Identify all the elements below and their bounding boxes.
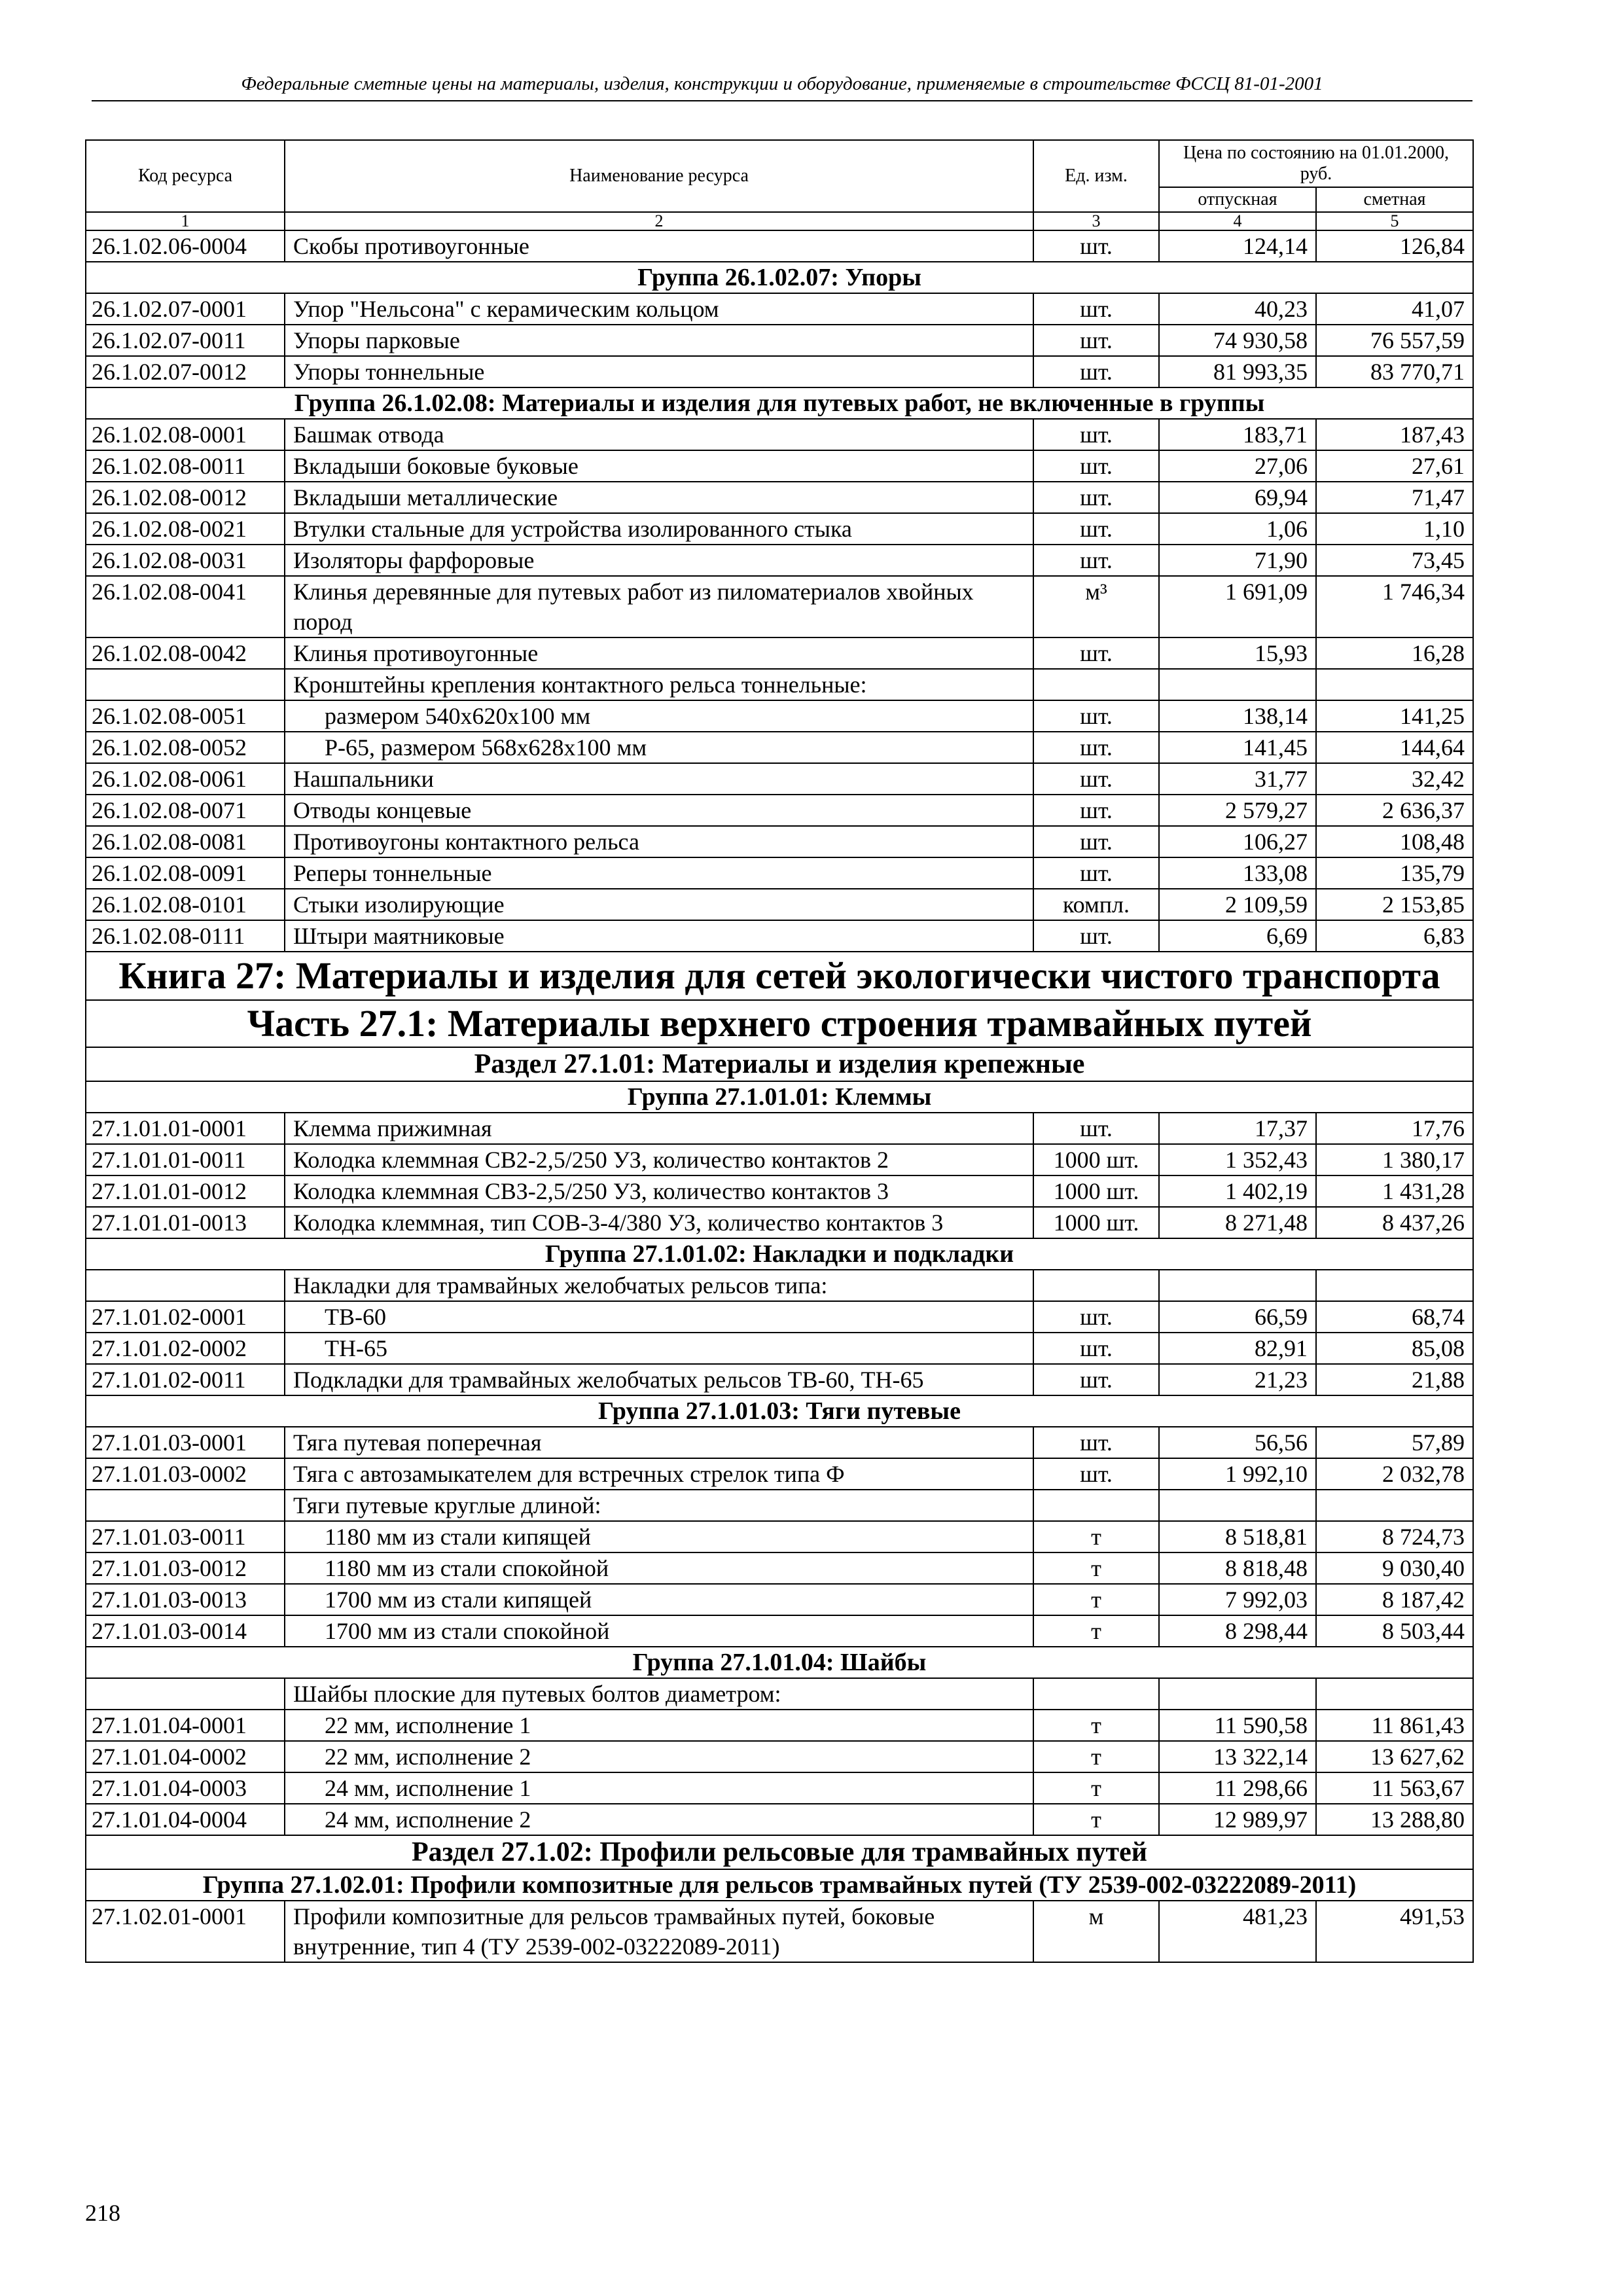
resource-code: 26.1.02.08-0091 bbox=[86, 857, 285, 889]
unit-of-measure: шт. bbox=[1033, 482, 1159, 513]
unit-of-measure: шт. bbox=[1033, 545, 1159, 576]
subheading-row bbox=[86, 1678, 1473, 1710]
estimate-price: 135,79 bbox=[1316, 857, 1473, 889]
resource-name: Р-65, размером 568x628x100 мм bbox=[285, 732, 1033, 763]
unit-of-measure: шт. bbox=[1033, 1113, 1159, 1144]
resource-name: Колодка клеммная СВЗ-2,5/250 УЗ, количество контактов 3 bbox=[285, 1175, 1033, 1207]
table-row bbox=[86, 1710, 1473, 1741]
header-estimate-price: сметная bbox=[1316, 187, 1473, 212]
resource-code: 26.1.02.06-0004 bbox=[86, 230, 285, 262]
release-price: 74 930,58 bbox=[1159, 325, 1316, 356]
unit-of-measure: т bbox=[1033, 1741, 1159, 1772]
estimate-price: 83 770,71 bbox=[1316, 356, 1473, 387]
resource-name: Тяга с автозамыкателем для встречных стрелок типа Ф bbox=[285, 1458, 1033, 1490]
table-row bbox=[86, 1804, 1473, 1835]
group-title: Группа 27.1.01.04: Шайбы bbox=[86, 1647, 1473, 1678]
resource-name: 22 мм, исполнение 1 bbox=[285, 1710, 1033, 1741]
resource-code: 27.1.01.03-0012 bbox=[86, 1552, 285, 1584]
unit-of-measure: шт. bbox=[1033, 419, 1159, 450]
price-empty bbox=[1316, 1270, 1473, 1301]
release-price: 11 298,66 bbox=[1159, 1772, 1316, 1804]
page-number: 218 bbox=[85, 2200, 120, 2226]
resource-name: 22 мм, исполнение 2 bbox=[285, 1741, 1033, 1772]
resource-code: 27.1.01.01-0012 bbox=[86, 1175, 285, 1207]
unit-of-measure: 1000 шт. bbox=[1033, 1175, 1159, 1207]
table-row bbox=[86, 1175, 1473, 1207]
header-unit: Ед. изм. bbox=[1033, 140, 1159, 212]
column-number: 4 bbox=[1159, 212, 1316, 230]
estimate-price: 8 724,73 bbox=[1316, 1521, 1473, 1552]
resource-code: 26.1.02.08-0041 bbox=[86, 576, 285, 637]
unit-of-measure: т bbox=[1033, 1804, 1159, 1835]
table-row bbox=[86, 1521, 1473, 1552]
price-empty bbox=[1159, 669, 1316, 700]
resource-code: 27.1.01.01-0001 bbox=[86, 1113, 285, 1144]
resource-code: 27.1.01.03-0013 bbox=[86, 1584, 285, 1615]
resource-code: 27.1.01.03-0014 bbox=[86, 1615, 285, 1647]
estimate-price: 73,45 bbox=[1316, 545, 1473, 576]
part-title: Часть 27.1: Материалы верхнего строения трамвайных путей bbox=[86, 1000, 1473, 1047]
estimate-price: 8 187,42 bbox=[1316, 1584, 1473, 1615]
release-price: 1,06 bbox=[1159, 513, 1316, 545]
release-price: 15,93 bbox=[1159, 637, 1316, 669]
resource-code: 27.1.01.03-0001 bbox=[86, 1427, 285, 1458]
unit-of-measure: шт. bbox=[1033, 637, 1159, 669]
table-row bbox=[86, 1364, 1473, 1395]
resource-name: Клинья деревянные для путевых работ из пиломатериалов хвойных пород bbox=[285, 576, 1033, 637]
table-row bbox=[86, 763, 1473, 795]
unit-of-measure: шт. bbox=[1033, 763, 1159, 795]
subheading-text: Шайбы плоские для путевых болтов диаметром: bbox=[285, 1678, 1033, 1710]
group-title: Группа 26.1.02.08: Материалы и изделия для путевых работ, не включенные в группы bbox=[86, 387, 1473, 419]
column-number: 5 bbox=[1316, 212, 1473, 230]
resource-name: Колодка клеммная, тип СОВ-3-4/380 УЗ, количество контактов 3 bbox=[285, 1207, 1033, 1238]
estimate-price: 16,28 bbox=[1316, 637, 1473, 669]
unit-empty bbox=[1033, 1678, 1159, 1710]
resource-code: 27.1.01.02-0011 bbox=[86, 1364, 285, 1395]
running-header: Федеральные сметные цены на материалы, изделия, конструкции и оборудование, применяемые в строительстве ФССЦ 81-01-2001 bbox=[92, 73, 1472, 101]
release-price: 2 579,27 bbox=[1159, 795, 1316, 826]
release-price: 31,77 bbox=[1159, 763, 1316, 795]
book-heading-row bbox=[86, 952, 1473, 1000]
price-empty bbox=[1159, 1490, 1316, 1521]
subheading-row bbox=[86, 1270, 1473, 1301]
group-title: Группа 27.1.01.02: Накладки и подкладки bbox=[86, 1238, 1473, 1270]
unit-of-measure: м³ bbox=[1033, 576, 1159, 637]
price-empty bbox=[1316, 1678, 1473, 1710]
unit-of-measure: 1000 шт. bbox=[1033, 1207, 1159, 1238]
column-number: 1 bbox=[86, 212, 285, 230]
resource-name: Упоры парковые bbox=[285, 325, 1033, 356]
resource-code: 26.1.02.08-0101 bbox=[86, 889, 285, 920]
unit-of-measure: шт. bbox=[1033, 513, 1159, 545]
table-row bbox=[86, 1901, 1473, 1962]
part-heading-row bbox=[86, 1000, 1473, 1047]
table-body bbox=[86, 230, 1473, 1962]
unit-of-measure: шт. bbox=[1033, 450, 1159, 482]
release-price: 124,14 bbox=[1159, 230, 1316, 262]
table-row bbox=[86, 700, 1473, 732]
unit-of-measure: шт. bbox=[1033, 920, 1159, 952]
table-row bbox=[86, 637, 1473, 669]
resource-code: 26.1.02.08-0081 bbox=[86, 826, 285, 857]
release-price: 82,91 bbox=[1159, 1333, 1316, 1364]
unit-of-measure: шт. bbox=[1033, 1333, 1159, 1364]
resource-name: ТН-65 bbox=[285, 1333, 1033, 1364]
column-number: 3 bbox=[1033, 212, 1159, 230]
resource-name: 1180 мм из стали спокойной bbox=[285, 1552, 1033, 1584]
resource-code: 27.1.01.04-0001 bbox=[86, 1710, 285, 1741]
price-empty bbox=[1316, 669, 1473, 700]
resource-code: 26.1.02.08-0011 bbox=[86, 450, 285, 482]
resource-name: Штыри маятниковые bbox=[285, 920, 1033, 952]
table-row bbox=[86, 1552, 1473, 1584]
release-price: 40,23 bbox=[1159, 293, 1316, 325]
release-price: 1 691,09 bbox=[1159, 576, 1316, 637]
estimate-price: 144,64 bbox=[1316, 732, 1473, 763]
table-row bbox=[86, 513, 1473, 545]
resource-name: Отводы концевые bbox=[285, 795, 1033, 826]
table-row bbox=[86, 1615, 1473, 1647]
table-row bbox=[86, 889, 1473, 920]
group-heading-row bbox=[86, 1395, 1473, 1427]
resource-name: размером 540x620x100 мм bbox=[285, 700, 1033, 732]
estimate-price: 2 153,85 bbox=[1316, 889, 1473, 920]
release-price: 69,94 bbox=[1159, 482, 1316, 513]
group-heading-row bbox=[86, 387, 1473, 419]
resource-name: Упоры тоннельные bbox=[285, 356, 1033, 387]
release-price: 66,59 bbox=[1159, 1301, 1316, 1333]
release-price: 1 992,10 bbox=[1159, 1458, 1316, 1490]
resource-code: 26.1.02.08-0042 bbox=[86, 637, 285, 669]
unit-of-measure: компл. bbox=[1033, 889, 1159, 920]
unit-empty bbox=[1033, 1490, 1159, 1521]
table-header-row bbox=[86, 140, 1473, 187]
release-price: 12 989,97 bbox=[1159, 1804, 1316, 1835]
resource-code: 27.1.01.01-0011 bbox=[86, 1144, 285, 1175]
estimate-price: 8 503,44 bbox=[1316, 1615, 1473, 1647]
estimate-price: 13 627,62 bbox=[1316, 1741, 1473, 1772]
estimate-price: 141,25 bbox=[1316, 700, 1473, 732]
release-price: 133,08 bbox=[1159, 857, 1316, 889]
release-price: 1 352,43 bbox=[1159, 1144, 1316, 1175]
release-price: 7 992,03 bbox=[1159, 1584, 1316, 1615]
unit-of-measure: т bbox=[1033, 1552, 1159, 1584]
resource-code: 27.1.01.01-0013 bbox=[86, 1207, 285, 1238]
resource-code: 26.1.02.08-0061 bbox=[86, 763, 285, 795]
release-price: 81 993,35 bbox=[1159, 356, 1316, 387]
unit-of-measure: шт. bbox=[1033, 1458, 1159, 1490]
release-price: 106,27 bbox=[1159, 826, 1316, 857]
group-heading-row bbox=[86, 1238, 1473, 1270]
resource-code: 27.1.01.03-0011 bbox=[86, 1521, 285, 1552]
header-release-price: отпускная bbox=[1159, 187, 1316, 212]
table-row bbox=[86, 1333, 1473, 1364]
estimate-price: 6,83 bbox=[1316, 920, 1473, 952]
estimate-price: 76 557,59 bbox=[1316, 325, 1473, 356]
estimate-price: 32,42 bbox=[1316, 763, 1473, 795]
table-row bbox=[86, 293, 1473, 325]
release-price: 183,71 bbox=[1159, 419, 1316, 450]
table-row bbox=[86, 325, 1473, 356]
unit-of-measure: шт. bbox=[1033, 356, 1159, 387]
resource-code: 26.1.02.08-0111 bbox=[86, 920, 285, 952]
group-title: Группа 27.1.01.01: Клеммы bbox=[86, 1081, 1473, 1113]
release-price: 11 590,58 bbox=[1159, 1710, 1316, 1741]
release-price: 8 298,44 bbox=[1159, 1615, 1316, 1647]
estimate-price: 27,61 bbox=[1316, 450, 1473, 482]
resource-code: 26.1.02.07-0012 bbox=[86, 356, 285, 387]
estimate-price: 57,89 bbox=[1316, 1427, 1473, 1458]
resource-code: 26.1.02.08-0001 bbox=[86, 419, 285, 450]
estimate-price: 71,47 bbox=[1316, 482, 1473, 513]
unit-of-measure: т bbox=[1033, 1584, 1159, 1615]
resource-name: Противоугоны контактного рельса bbox=[285, 826, 1033, 857]
estimate-price: 1 746,34 bbox=[1316, 576, 1473, 637]
estimate-price: 21,88 bbox=[1316, 1364, 1473, 1395]
estimate-price: 187,43 bbox=[1316, 419, 1473, 450]
resource-name: Стыки изолирующие bbox=[285, 889, 1033, 920]
resource-name: Изоляторы фарфоровые bbox=[285, 545, 1033, 576]
resource-name: Клинья противоугонные bbox=[285, 637, 1033, 669]
release-price: 2 109,59 bbox=[1159, 889, 1316, 920]
column-number-row bbox=[86, 212, 1473, 230]
unit-of-measure: шт. bbox=[1033, 826, 1159, 857]
price-empty bbox=[1316, 1490, 1473, 1521]
subheading-text: Кронштейны крепления контактного рельса тоннельные: bbox=[285, 669, 1033, 700]
unit-of-measure: шт. bbox=[1033, 732, 1159, 763]
subheading-text: Накладки для трамвайных желобчатых рельсов типа: bbox=[285, 1270, 1033, 1301]
release-price: 481,23 bbox=[1159, 1901, 1316, 1962]
resource-code: 26.1.02.08-0012 bbox=[86, 482, 285, 513]
estimate-price: 9 030,40 bbox=[1316, 1552, 1473, 1584]
table-row bbox=[86, 230, 1473, 262]
unit-of-measure: шт. bbox=[1033, 1364, 1159, 1395]
table-row bbox=[86, 576, 1473, 637]
unit-of-measure: т bbox=[1033, 1615, 1159, 1647]
estimate-price: 17,76 bbox=[1316, 1113, 1473, 1144]
resource-code: 27.1.01.02-0002 bbox=[86, 1333, 285, 1364]
resource-code: 26.1.02.08-0051 bbox=[86, 700, 285, 732]
estimate-price: 11 861,43 bbox=[1316, 1710, 1473, 1741]
resource-name: Упор "Нельсона" с керамическим кольцом bbox=[285, 293, 1033, 325]
unit-of-measure: шт. bbox=[1033, 700, 1159, 732]
estimate-price: 2 636,37 bbox=[1316, 795, 1473, 826]
release-price: 138,14 bbox=[1159, 700, 1316, 732]
release-price: 8 271,48 bbox=[1159, 1207, 1316, 1238]
table-row bbox=[86, 1113, 1473, 1144]
table-row bbox=[86, 1458, 1473, 1490]
resource-code: 27.1.01.04-0002 bbox=[86, 1741, 285, 1772]
estimate-price: 68,74 bbox=[1316, 1301, 1473, 1333]
release-price: 6,69 bbox=[1159, 920, 1316, 952]
table-row bbox=[86, 826, 1473, 857]
table-row bbox=[86, 1301, 1473, 1333]
resource-name: 1700 мм из стали кипящей bbox=[285, 1584, 1033, 1615]
table-row bbox=[86, 732, 1473, 763]
resource-code: 26.1.02.08-0031 bbox=[86, 545, 285, 576]
resource-code: 27.1.02.01-0001 bbox=[86, 1901, 285, 1962]
resource-name: Вкладыши металлические bbox=[285, 482, 1033, 513]
unit-of-measure: шт. bbox=[1033, 230, 1159, 262]
column-number: 2 bbox=[285, 212, 1033, 230]
estimate-price: 85,08 bbox=[1316, 1333, 1473, 1364]
unit-empty bbox=[1033, 669, 1159, 700]
release-price: 1 402,19 bbox=[1159, 1175, 1316, 1207]
table-row bbox=[86, 356, 1473, 387]
subheading-row bbox=[86, 669, 1473, 700]
table-row bbox=[86, 1741, 1473, 1772]
resource-name: 1180 мм из стали кипящей bbox=[285, 1521, 1033, 1552]
table-row bbox=[86, 795, 1473, 826]
unit-of-measure: 1000 шт. bbox=[1033, 1144, 1159, 1175]
code-empty bbox=[86, 1270, 285, 1301]
resource-name: Реперы тоннельные bbox=[285, 857, 1033, 889]
subheading-row bbox=[86, 1490, 1473, 1521]
resource-name: Тяга путевая поперечная bbox=[285, 1427, 1033, 1458]
resource-name: Вкладыши боковые буковые bbox=[285, 450, 1033, 482]
estimate-price: 2 032,78 bbox=[1316, 1458, 1473, 1490]
unit-of-measure: шт. bbox=[1033, 795, 1159, 826]
section-heading-row bbox=[86, 1835, 1473, 1869]
header-code: Код ресурса bbox=[86, 140, 285, 212]
resource-code: 27.1.01.04-0004 bbox=[86, 1804, 285, 1835]
estimate-price: 108,48 bbox=[1316, 826, 1473, 857]
group-title: Группа 27.1.02.01: Профили композитные для рельсов трамвайных путей (ТУ 2539-002-03222089-2011) bbox=[86, 1869, 1473, 1901]
table-row bbox=[86, 545, 1473, 576]
table-row bbox=[86, 1207, 1473, 1238]
table-row bbox=[86, 1427, 1473, 1458]
unit-of-measure: шт. bbox=[1033, 857, 1159, 889]
table-row bbox=[86, 419, 1473, 450]
code-empty bbox=[86, 1678, 285, 1710]
resource-code: 26.1.02.08-0052 bbox=[86, 732, 285, 763]
resource-name: Втулки стальные для устройства изолированного стыка bbox=[285, 513, 1033, 545]
header-name: Наименование ресурса bbox=[285, 140, 1033, 212]
price-empty bbox=[1159, 1270, 1316, 1301]
price-empty bbox=[1159, 1678, 1316, 1710]
estimate-price: 1 380,17 bbox=[1316, 1144, 1473, 1175]
resource-name: 24 мм, исполнение 1 bbox=[285, 1772, 1033, 1804]
group-heading-row bbox=[86, 262, 1473, 293]
resource-code: 27.1.01.04-0003 bbox=[86, 1772, 285, 1804]
subheading-text: Тяги путевые круглые длиной: bbox=[285, 1490, 1033, 1521]
group-heading-row bbox=[86, 1869, 1473, 1901]
unit-of-measure: шт. bbox=[1033, 325, 1159, 356]
resource-name: Нашпальники bbox=[285, 763, 1033, 795]
estimate-price: 11 563,67 bbox=[1316, 1772, 1473, 1804]
estimate-price: 1 431,28 bbox=[1316, 1175, 1473, 1207]
price-table-container bbox=[85, 139, 1472, 1963]
unit-of-measure: шт. bbox=[1033, 1301, 1159, 1333]
resource-code: 26.1.02.08-0021 bbox=[86, 513, 285, 545]
unit-of-measure: т bbox=[1033, 1772, 1159, 1804]
resource-code: 27.1.01.02-0001 bbox=[86, 1301, 285, 1333]
estimate-price: 1,10 bbox=[1316, 513, 1473, 545]
resource-name: 1700 мм из стали спокойной bbox=[285, 1615, 1033, 1647]
group-heading-row bbox=[86, 1647, 1473, 1678]
section-title: Раздел 27.1.01: Материалы и изделия крепежные bbox=[86, 1047, 1473, 1081]
section-heading-row bbox=[86, 1047, 1473, 1081]
group-title: Группа 26.1.02.07: Упоры bbox=[86, 262, 1473, 293]
estimate-price: 126,84 bbox=[1316, 230, 1473, 262]
release-price: 8 818,48 bbox=[1159, 1552, 1316, 1584]
resource-code: 26.1.02.08-0071 bbox=[86, 795, 285, 826]
resource-code: 26.1.02.07-0001 bbox=[86, 293, 285, 325]
resource-name: Колодка клеммная СВ2-2,5/250 УЗ, количество контактов 2 bbox=[285, 1144, 1033, 1175]
resource-name: Клемма прижимная bbox=[285, 1113, 1033, 1144]
table-row bbox=[86, 482, 1473, 513]
code-empty bbox=[86, 669, 285, 700]
table-row bbox=[86, 920, 1473, 952]
release-price: 56,56 bbox=[1159, 1427, 1316, 1458]
header-price: Цена по состоянию на 01.01.2000, руб. bbox=[1159, 140, 1473, 187]
table-row bbox=[86, 450, 1473, 482]
code-empty bbox=[86, 1490, 285, 1521]
table-row bbox=[86, 1144, 1473, 1175]
section-title: Раздел 27.1.02: Профили рельсовые для трамвайных путей bbox=[86, 1835, 1473, 1869]
release-price: 21,23 bbox=[1159, 1364, 1316, 1395]
unit-of-measure: т bbox=[1033, 1710, 1159, 1741]
unit-of-measure: шт. bbox=[1033, 293, 1159, 325]
estimate-price: 13 288,80 bbox=[1316, 1804, 1473, 1835]
table-row bbox=[86, 857, 1473, 889]
resource-name: ТВ-60 bbox=[285, 1301, 1033, 1333]
book-title: Книга 27: Материалы и изделия для сетей экологически чистого транспорта bbox=[86, 952, 1473, 1000]
release-price: 8 518,81 bbox=[1159, 1521, 1316, 1552]
unit-of-measure: т bbox=[1033, 1521, 1159, 1552]
unit-empty bbox=[1033, 1270, 1159, 1301]
release-price: 71,90 bbox=[1159, 545, 1316, 576]
estimate-price: 8 437,26 bbox=[1316, 1207, 1473, 1238]
unit-of-measure: м bbox=[1033, 1901, 1159, 1962]
release-price: 17,37 bbox=[1159, 1113, 1316, 1144]
unit-of-measure: шт. bbox=[1033, 1427, 1159, 1458]
group-title: Группа 27.1.01.03: Тяги путевые bbox=[86, 1395, 1473, 1427]
price-table bbox=[85, 139, 1474, 1963]
release-price: 13 322,14 bbox=[1159, 1741, 1316, 1772]
estimate-price: 491,53 bbox=[1316, 1901, 1473, 1962]
resource-name: Башмак отвода bbox=[285, 419, 1033, 450]
table-row bbox=[86, 1584, 1473, 1615]
resource-code: 27.1.01.03-0002 bbox=[86, 1458, 285, 1490]
table-row bbox=[86, 1772, 1473, 1804]
resource-name: 24 мм, исполнение 2 bbox=[285, 1804, 1033, 1835]
estimate-price: 41,07 bbox=[1316, 293, 1473, 325]
resource-code: 26.1.02.07-0011 bbox=[86, 325, 285, 356]
release-price: 27,06 bbox=[1159, 450, 1316, 482]
resource-name: Скобы противоугонные bbox=[285, 230, 1033, 262]
group-heading-row bbox=[86, 1081, 1473, 1113]
release-price: 141,45 bbox=[1159, 732, 1316, 763]
resource-name: Профили композитные для рельсов трамвайных путей, боковые внутренние, тип 4 (ТУ 2539-002-03222089-2011) bbox=[285, 1901, 1033, 1962]
resource-name: Подкладки для трамвайных желобчатых рельсов ТВ-60, ТН-65 bbox=[285, 1364, 1033, 1395]
